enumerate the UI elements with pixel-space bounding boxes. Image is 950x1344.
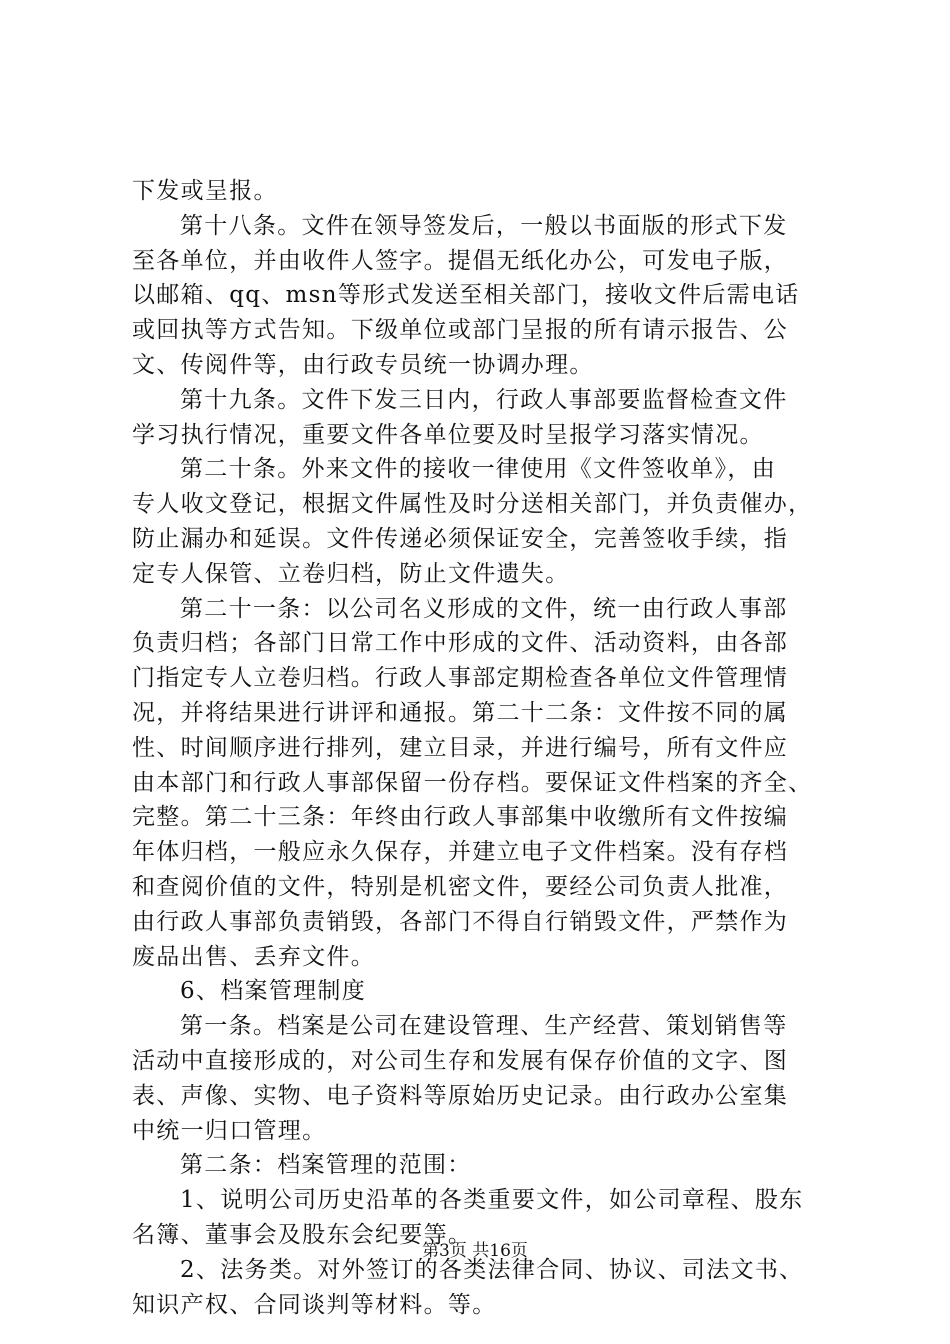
text-line: 文、传阅件等，由行政专员统一协调办理。 bbox=[132, 351, 594, 378]
text-line: 完整。第二十三条：年终由行政人事部集中收缴所有文件按编 bbox=[132, 804, 789, 831]
text-line: 至各单位，并由收件人签字。提倡无纸化办公，可发电子版， bbox=[132, 247, 789, 274]
text-line: 下发或呈报。 bbox=[132, 178, 278, 204]
text-line: 第二十条。外来文件的接收一律使用《文件签收单》，由 bbox=[180, 456, 776, 483]
text-line: 况，并将结果进行讲评和通报。第二十二条：文件按不同的属 bbox=[132, 699, 789, 726]
text-line: 活动中直接形成的，对公司生存和发展有保存价值的文字、图 bbox=[132, 1047, 789, 1074]
text-line: 门指定专人立卷归档。行政人事部定期检查各单位文件管理情 bbox=[132, 665, 789, 692]
text-line: 第二条：档案管理的范围： bbox=[180, 1152, 472, 1179]
text-line: 6、档案管理制度 bbox=[180, 978, 367, 1005]
text-line: 废品出售、丢弃文件。 bbox=[132, 943, 375, 970]
text-line: 定专人保管、立卷归档，防止文件遗失。 bbox=[132, 560, 570, 587]
text-line: 第十九条。文件下发三日内，行政人事部要监督检查文件 bbox=[180, 386, 788, 413]
text-line: 专人收文登记，根据文件属性及时分送相关部门，并负责催办， bbox=[132, 491, 813, 518]
text-line: 以邮箱、qq、msn等形式发送至相关部门，接收文件后需电话 bbox=[132, 282, 800, 309]
text-line: 第一条。档案是公司在建设管理、生产经营、策划销售等 bbox=[180, 1013, 788, 1040]
text-line: 负责归档；各部门日常工作中形成的文件、活动资料，由各部 bbox=[132, 630, 789, 657]
text-line: 学习执行情况，重要文件各单位要及时呈报学习落实情况。 bbox=[132, 421, 764, 448]
page-footer: 第3页 共16页 bbox=[422, 1241, 528, 1261]
text-line: 性、时间顺序进行排列，建立目录，并进行编号，所有文件应 bbox=[132, 734, 789, 761]
text-line: 由行政人事部负责销毁，各部门不得自行销毁文件，严禁作为 bbox=[132, 908, 789, 935]
text-line: 或回执等方式告知。下级单位或部门呈报的所有请示报告、公 bbox=[132, 317, 789, 344]
text-line: 由本部门和行政人事部保留一份存档。要保证文件档案的齐全、 bbox=[132, 769, 813, 796]
text-line: 1、说明公司历史沿革的各类重要文件，如公司章程、股东 bbox=[180, 1187, 804, 1214]
text-line: 表、声像、实物、电子资料等原始历史记录。由行政办公室集 bbox=[132, 1082, 789, 1109]
text-line: 名簿、董事会及股东会纪要等。 bbox=[132, 1221, 473, 1248]
document-body bbox=[132, 174, 832, 1322]
text-line: 中统一归口管理。 bbox=[132, 1117, 327, 1144]
text-line: 知识产权、合同谈判等材料。等。 bbox=[132, 1291, 497, 1318]
text-line: 防止漏办和延误。文件传递必须保证安全，完善签收手续，指 bbox=[132, 525, 789, 552]
text-line: 2、法务类。对外签订的各类法律合同、协议、司法文书、 bbox=[180, 1256, 804, 1283]
text-line: 年体归档，一般应永久保存，并建立电子文件档案。没有存档 bbox=[132, 839, 789, 866]
text-line: 第十八条。文件在领导签发后，一般以书面版的形式下发 bbox=[180, 212, 788, 239]
text-line: 和查阅价值的文件，特别是机密文件，要经公司负责人批准， bbox=[132, 873, 789, 900]
text-line: 第二十一条：以公司名义形成的文件，统一由行政人事部 bbox=[180, 595, 788, 622]
